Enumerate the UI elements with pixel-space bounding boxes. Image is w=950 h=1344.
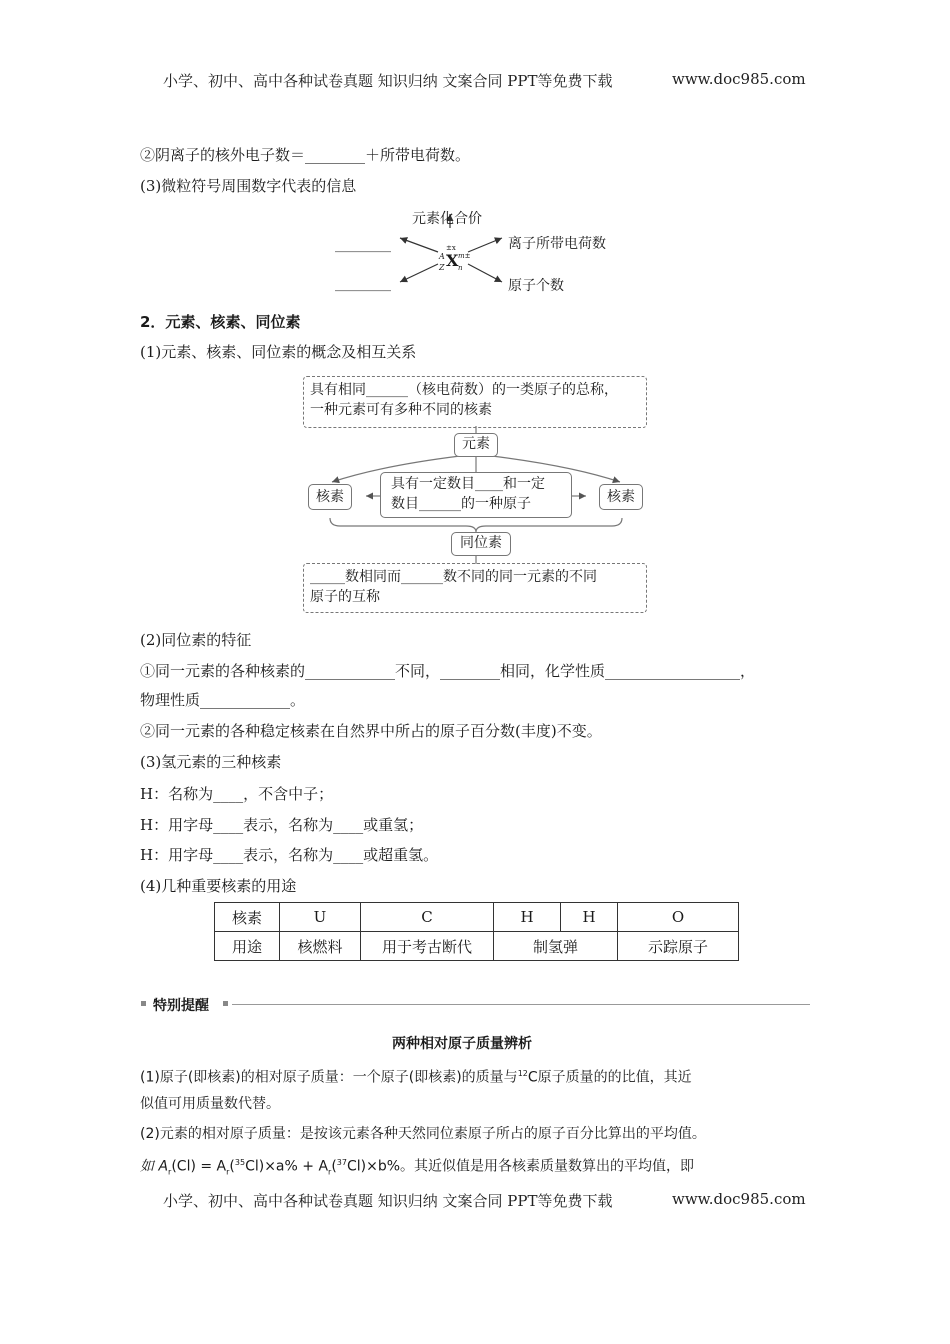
nuclide-node-right: 核素 xyxy=(599,484,643,510)
tip-label: 特别提醒 xyxy=(153,998,209,1014)
table-cell: 核燃料 xyxy=(280,932,361,961)
table-cell: U xyxy=(280,903,361,932)
tip-bullet-left xyxy=(141,1001,146,1006)
isotope-definition-line1: _____数相同而______数不同的同一元素的不同 xyxy=(310,569,597,585)
formula-sup: 37 xyxy=(336,1158,347,1167)
symbol-sup-post: m± xyxy=(458,252,471,260)
formula-sup: 35 xyxy=(234,1158,246,1167)
features-item1-line1: ①同一元素的各种核素的____________不同，________相同，化学性质__________________， xyxy=(140,662,756,680)
formula-sub: r xyxy=(168,1167,172,1177)
page-header-left: 小学、初中、高中各种试卷真题 知识归纳 文案合同 PPT等免费下载 xyxy=(163,72,613,90)
nuclide-definition-box xyxy=(380,472,572,518)
formula-part: (Cl) = A xyxy=(171,1158,227,1175)
isotope-definition-box xyxy=(303,563,647,613)
arrow-right-down xyxy=(468,264,502,282)
formula-sub: r xyxy=(328,1167,332,1177)
concept-heading: (1)元素、核素、同位素的概念及相互关系 xyxy=(140,343,417,361)
table-cell: 核素 xyxy=(215,903,280,932)
tip-para1-line2: 似值可用质量数代替。 xyxy=(140,1096,280,1112)
anion-electron-line: ②阴离子的核外电子数＝________＋所带电荷数。 xyxy=(140,146,471,164)
nuclide-definition-line2: 数目______的一种原子 xyxy=(391,496,531,512)
features-item2: ②同一元素的各种稳定核素在自然界中所占的原子百分数(丰度)不变。 xyxy=(140,722,602,740)
hydrogen-protium: H：名称为____，不含中子； xyxy=(140,785,334,803)
table-row xyxy=(215,932,739,961)
formula-part: Cl)×a% + A xyxy=(245,1158,329,1175)
element-definition-box xyxy=(303,376,647,428)
tip-para2-line2 xyxy=(140,1153,694,1182)
arrow-left-down xyxy=(400,264,438,282)
tip-para1-text: (1)原子(即核素)的相对原子质量：一个原子(即核素)的质量与 xyxy=(140,1069,518,1086)
nuclide-uses-table xyxy=(214,902,739,961)
table-cell: 示踪原子 xyxy=(618,932,739,961)
ion-charge-label: 离子所带电荷数 xyxy=(508,236,606,252)
table-cell: 用于考古断代 xyxy=(361,932,494,961)
tip-divider xyxy=(232,1004,810,1005)
table-cell: C xyxy=(361,903,494,932)
symbol-top-small: ±x xyxy=(446,244,456,252)
uses-heading: (4)几种重要核素的用途 xyxy=(140,877,297,895)
formula-sub: r xyxy=(226,1167,230,1177)
table-cell: 制氢弹 xyxy=(494,932,618,961)
symbol-sub-post: n xyxy=(458,264,463,272)
hydrogen-heading: (3)氢元素的三种核素 xyxy=(140,753,282,771)
features-heading: (2)同位素的特征 xyxy=(140,631,252,649)
tip-para1-line1 xyxy=(140,1064,692,1088)
blank-mass-number: ________ xyxy=(335,237,391,253)
element-definition-line2: 一种元素可有多种不同的核素 xyxy=(310,402,492,418)
isotope-definition-line2: 原子的互称 xyxy=(310,589,380,605)
page-header-right[interactable]: www.doc985.com xyxy=(672,70,806,88)
formula-part: ( xyxy=(229,1158,235,1175)
arrow-left-up xyxy=(400,238,438,252)
valence-label: 元素化合价 xyxy=(412,211,482,227)
symbol-sup-pre: A xyxy=(439,252,445,261)
table-cell: 用途 xyxy=(215,932,280,961)
tip-para2-line1: (2)元素的相对原子质量：是按该元素各种天然同位素原子所占的原子百分比算出的平均值。 xyxy=(140,1126,706,1142)
table-cell: O xyxy=(618,903,739,932)
atom-count-label: 原子个数 xyxy=(508,278,564,294)
element-symbol: X xyxy=(446,251,459,270)
arrow-right-up xyxy=(468,238,502,252)
nuclide-definition-line1: 具有一定数目____和一定 xyxy=(391,476,545,492)
formula-part: Cl)×b%。其近似值是用各核素质量数算出的平均值，即 xyxy=(346,1158,695,1175)
symbol-sub-pre: Z xyxy=(439,263,445,272)
nuclide-node-left: 核素 xyxy=(308,484,352,510)
element-definition-line1: 具有相同______（核电荷数）的一类原子的总称， xyxy=(310,382,618,398)
tip-bullet-right xyxy=(223,1001,228,1006)
tip-para1-end: C原子质量的的比值，其近 xyxy=(527,1069,692,1086)
blank-proton-number: ________ xyxy=(335,276,391,292)
table-row xyxy=(215,903,739,932)
section-title: 2．元素、核素、同位素 xyxy=(140,313,301,331)
formula-part: 如 A xyxy=(140,1158,169,1175)
table-cell: H xyxy=(494,903,561,932)
features-item1-line2: 物理性质____________。 xyxy=(140,691,306,709)
isotope-node: 同位素 xyxy=(451,532,511,556)
page-footer-left: 小学、初中、高中各种试卷真题 知识归纳 文案合同 PPT等免费下载 xyxy=(163,1192,613,1210)
element-node: 元素 xyxy=(454,433,498,457)
tip-title: 两种相对原子质量辨析 xyxy=(392,1036,532,1052)
formula-part: ( xyxy=(331,1158,337,1175)
page-footer-right[interactable]: www.doc985.com xyxy=(672,1190,806,1208)
table-cell: H xyxy=(561,903,618,932)
hydrogen-tritium: H：用字母____表示，名称为____或超重氢。 xyxy=(140,846,439,864)
hydrogen-deuterium: H：用字母____表示，名称为____或重氢； xyxy=(140,816,424,834)
tip-para1-sup: 12 xyxy=(517,1069,528,1078)
symbol-info-heading: (3)微粒符号周围数字代表的信息 xyxy=(140,177,357,195)
